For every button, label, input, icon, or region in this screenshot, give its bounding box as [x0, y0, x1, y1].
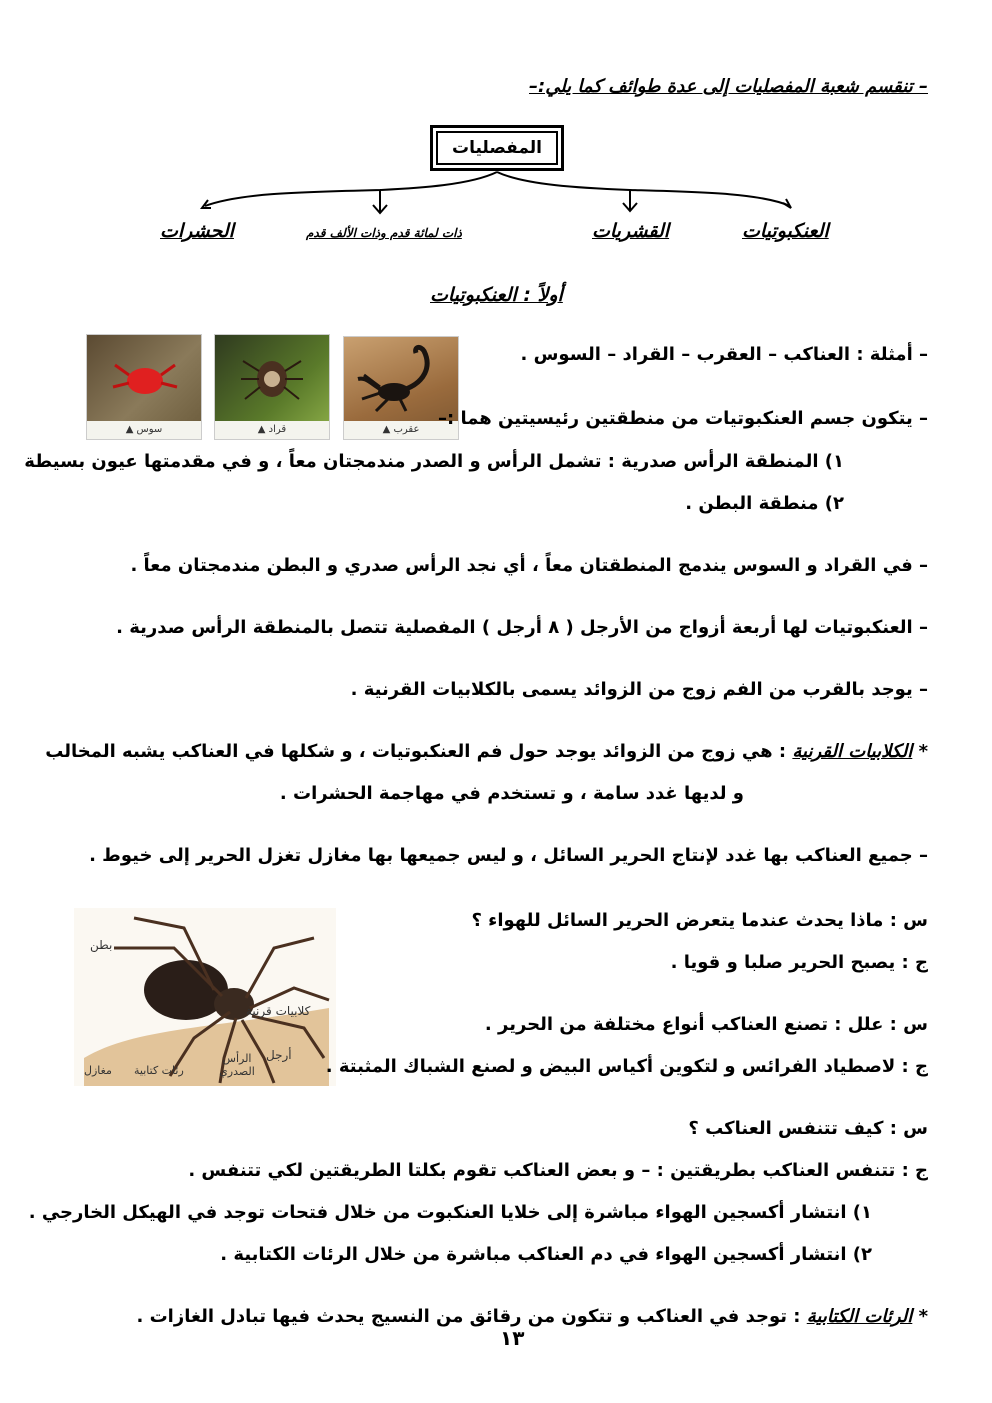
mite-icon — [87, 335, 201, 421]
answer-breathing-method-1: ١) انتشار أكسجين الهواء مباشرة إلى خلايا العنكبوت من خلال فتحات توجد في الهيكل الخارجي . — [28, 1202, 872, 1223]
page-number: ١٣ — [500, 1326, 525, 1350]
def-text-book-lungs: : توجد في العناكب و تتكون من رقائق من النسيج يحدث فيها تبادل الغازات . — [136, 1306, 801, 1327]
spider-icon — [74, 908, 336, 1086]
section-title: أولاً : العنكبوتيات — [430, 284, 563, 306]
spider-label-cephalothorax: الرأس الصدري — [219, 1052, 255, 1078]
branch-myriapods: ذات لمائة قدم وذات الألف قدم — [306, 226, 462, 240]
tree-connectors — [0, 0, 992, 230]
answer-breathing-method-2: ٢) انتشار أكسجين الهواء في دم العناكب مباشرة من خلال الرئات الكتابية . — [220, 1244, 872, 1265]
text-line-chelicerae-intro: – يوجد بالقرب من الفم زوج من الزوائد يسمى بالكلابيات القرنية . — [350, 679, 928, 700]
answer-silk-types: ج : لاصطياد الفرائس و لتكوين أكياس البيض و لصنع الشباك المثبتة . — [325, 1056, 928, 1077]
text-line-body-regions: – يتكون جسم العنكبوتيات من منطقتين رئيسيتين هما :– — [438, 408, 928, 429]
mite-caption: سوس ▲ — [87, 421, 201, 439]
text-line-chelicerae-def-cont: و لديها غدد سامة ، و تستخدم في مهاجمة الحشرات . — [279, 783, 744, 804]
tick-icon — [215, 335, 329, 421]
text-line-silk-glands: – جميع العناكب بها غدد لإنتاج الحرير السائل ، و ليس جميعها بها مغازل تغزل الحرير إلى خيوط . — [89, 845, 928, 866]
branch-insects: الحشرات — [160, 220, 234, 242]
answer-breathing: ج : تتنفس العناكب بطريقتين : – و بعض العناكب تقوم بكلتا الطريقتين لكي تتنفس . — [188, 1160, 928, 1181]
intro-line: – تنقسم شعبة المفصليات إلى عدة طوائف كما يلي:– — [529, 76, 928, 97]
text-line-cephalothorax: ١) المنطقة الرأس صدرية : تشمل الرأس و الصدر مندمجتان معاً ، و في مقدمتها عيون بسيطة — [24, 451, 844, 472]
spider-label-chelicerae: كلابيات قرنية — [246, 1004, 311, 1018]
question-silk-air: س : ماذا يحدث عندما يتعرض الحرير السائل للهواء ؟ — [471, 910, 928, 931]
spider-label-abdomen: بطن — [90, 938, 113, 952]
text-line-book-lungs-def — [136, 1306, 928, 1327]
tick-caption: قراد ▲ — [215, 421, 329, 439]
text-line-ticks-mites: – في القراد و السوس يندمج المنطقتان معاً ، أي نجد الرأس صدري و البطن مندمجتان معاً . — [130, 555, 928, 576]
text-line-examples: – أمثلة : العناكب – العقرب – القراد – السوس . — [520, 344, 928, 365]
scorpion-caption: عقرب ▲ — [344, 421, 458, 439]
mite-photo — [86, 334, 202, 440]
def-marker: * — [918, 741, 928, 762]
tick-photo — [214, 334, 330, 440]
branch-crustaceans: القشريات — [592, 220, 670, 242]
spider-label-spinnerets: مغازل — [84, 1064, 112, 1077]
text-line-legs: – العنكبوتيات لها أربعة أزواج من الأرجل ( ٨ أرجل ) المفصلية تتصل بالمنطقة الرأس صدرية . — [116, 617, 928, 638]
text-line-chelicerae-def — [45, 741, 928, 762]
question-breathing: س : كيف تتنفس العناكب ؟ — [688, 1118, 928, 1139]
def-marker-2: * — [918, 1306, 928, 1327]
answer-silk-air: ج : يصبح الحرير صلبا و قويا . — [670, 952, 928, 973]
def-text-chelicerae: : هي زوج من الزوائد يوجد حول فم العنكبوتيات ، و شكلها في العناكب يشبه المخالب — [45, 741, 787, 762]
question-silk-types: س : علل : تصنع العناكب أنواع مختلفة من الحرير . — [484, 1014, 928, 1035]
spider-label-legs: أرجل — [266, 1048, 292, 1062]
text-line-abdomen: ٢) منطقة البطن . — [685, 493, 844, 514]
def-term-book-lungs: الرئات الكتابية — [806, 1306, 913, 1327]
tree-root-label: المفصليات — [436, 131, 558, 165]
def-term-chelicerae: الكلابيات القرنية — [792, 741, 913, 762]
branch-arachnids: العنكبوتيات — [742, 220, 829, 242]
spider-label-book-lungs: رئات كتابية — [134, 1064, 184, 1077]
spider-diagram — [74, 908, 336, 1086]
